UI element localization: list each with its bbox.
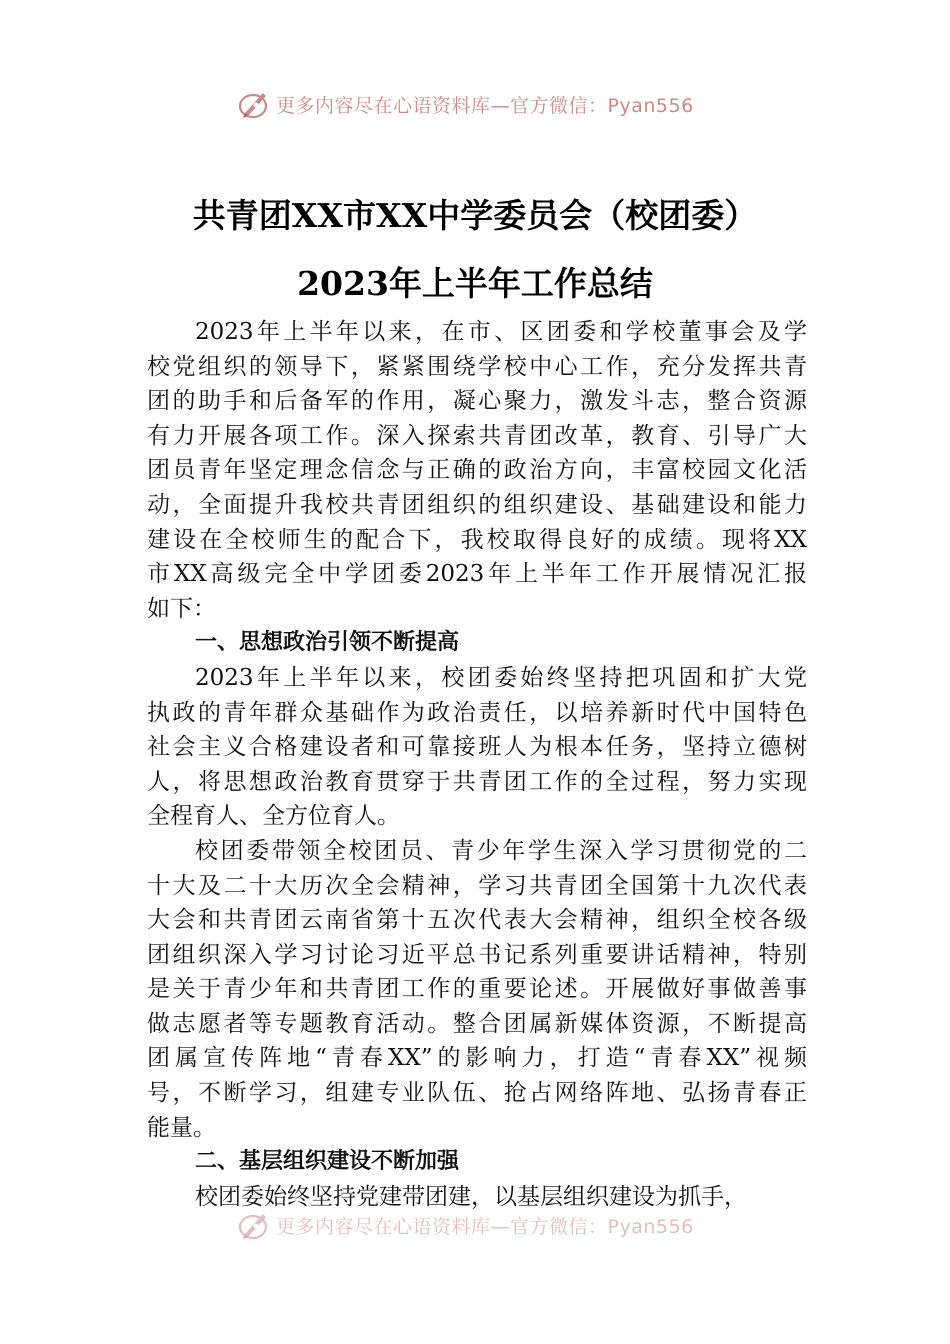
paragraph-line: 动，全面提升我校共青团组织的组织建设、基础建设和能力 [147,491,807,518]
paragraph-line: 校团委带领全校团员、青少年学生深入学习贯彻党的二 [195,837,807,864]
pen-logo-icon [236,1208,272,1242]
paragraph-line: 执政的青年群众基础作为政治责任，以培养新时代中国特色 [147,699,807,726]
document-subtitle: 2023年上半年工作总结 [297,264,653,303]
paragraph-line: 号，不断学习，组建专业队伍、抢占网络阵地、弘扬青春正 [147,1080,807,1107]
paragraph-line: 做志愿者等专题教育活动。整合团属新媒体资源，不断提高 [147,1010,807,1037]
watermark-text: 更多内容尽在心语资料库—官方微信：Pyan556 [276,1215,694,1238]
pen-logo-icon [236,87,272,121]
section-heading: 二、基层组织建设不断加强 [195,1149,460,1175]
paragraph-line: 校党组织的领导下，紧紧围绕学校中心工作，充分发挥共青 [147,353,807,380]
paragraph-line: 2023年上半年以来，校团委始终坚持把巩固和扩大党 [195,664,807,691]
paragraph-line: 建设在全校师生的配合下，我校取得良好的成绩。现将XX [147,526,807,553]
paragraph-line: 2023年上半年以来，在市、区团委和学校董事会及学 [195,319,807,345]
document-title: 共青团XX市XX中学委员会（校团委） [192,196,758,235]
paragraph-line: 团的助手和后备军的作用，凝心聚力，激发斗志，整合资源 [147,388,807,415]
paragraph-line: 全程育人、全方位育人。 [147,803,400,830]
paragraph-line: 有力开展各项工作。深入探索共青团改革，教育、引导广大 [147,422,807,449]
paragraph-line: 团员青年坚定理念信念与正确的政治方向，丰富校园文化活 [147,457,807,484]
document-body [147,315,807,1214]
paragraph-line: 大会和共青团云南省第十五次代表大会精神，组织全校各级 [147,907,807,934]
paragraph-line: 十大及二十大历次全会精神，学习共青团全国第十九次代表 [147,872,807,899]
paragraph-line: 是关于青少年和共青团工作的重要论述。开展做好事做善事 [147,976,807,1003]
paragraph-line: 团组织深入学习讨论习近平总书记系列重要讲话精神，特别 [147,941,807,968]
watermark-header [236,86,756,122]
paragraph-line: 校团委始终坚持党建带团建，以基层组织建设为抓手， [195,1183,747,1210]
paragraph-line: 团属宣传阵地“青春XX”的影响力，打造“青春XX”视频 [147,1045,807,1072]
paragraph-line: 社会主义合格建设者和可靠接班人为根本任务，坚持立德树 [147,734,807,761]
paragraph-line: 能量。 [147,1114,216,1141]
paragraph-line: 市XX高级完全中学团委2023年上半年工作开展情况汇报 [147,561,807,588]
section-heading: 一、思想政治引领不断提高 [195,630,460,656]
paragraph-line: 人，将思想政治教育贯穿于共青团工作的全过程，努力实现 [147,768,807,795]
watermark-footer [236,1207,756,1243]
paragraph-line: 如下： [147,595,216,622]
watermark-text: 更多内容尽在心语资料库—官方微信：Pyan556 [276,94,694,117]
